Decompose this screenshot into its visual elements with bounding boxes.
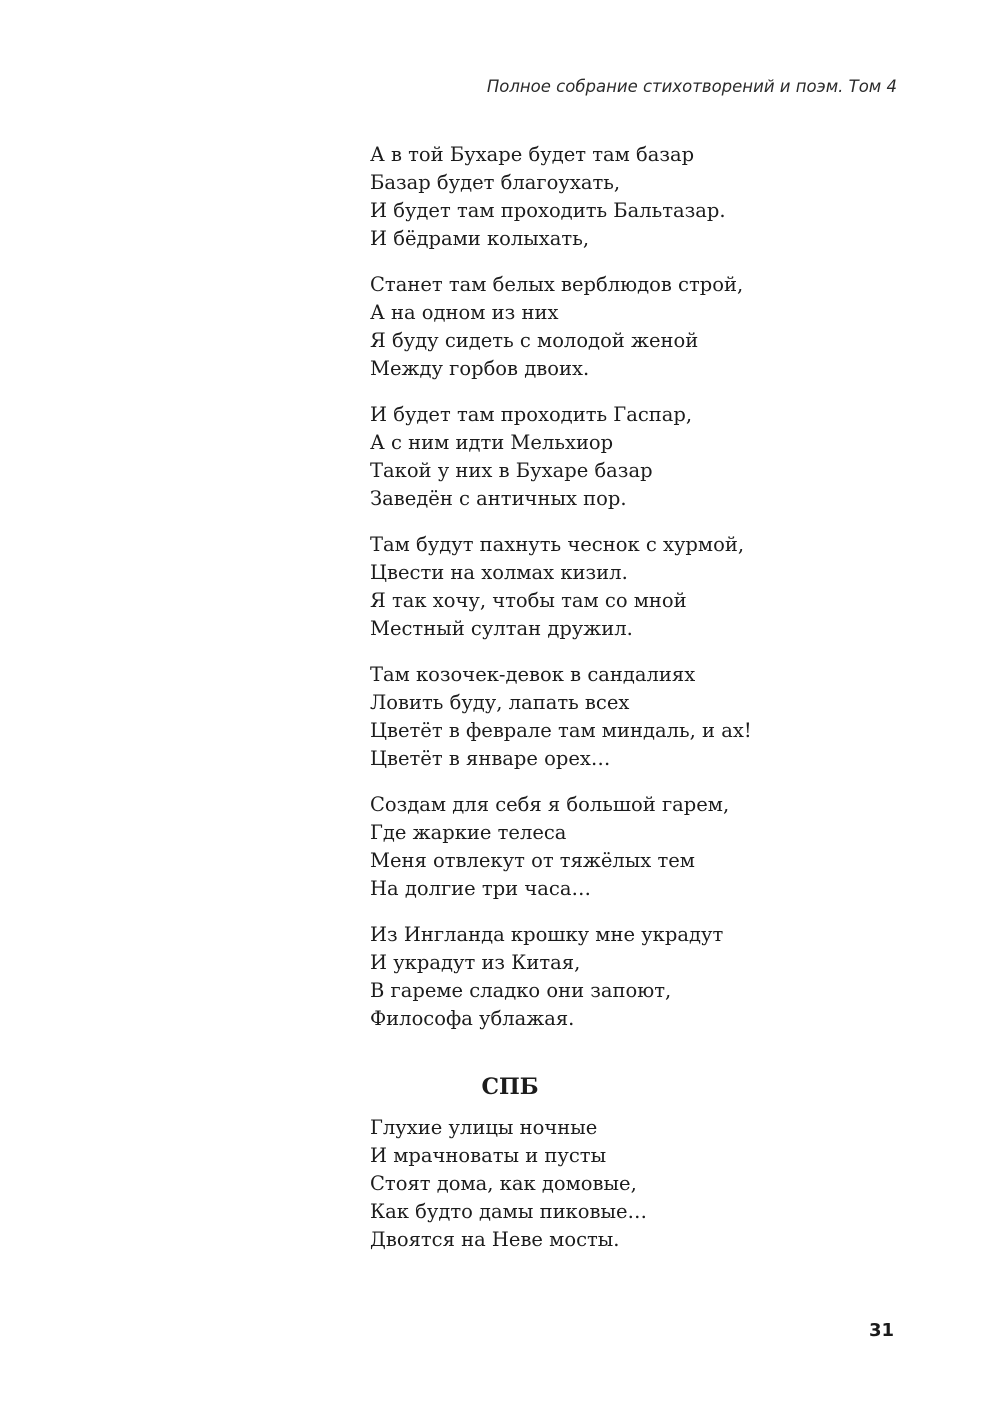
verse-line: Глухие улицы ночные [370, 1116, 598, 1139]
stanza [370, 141, 790, 253]
verse-line: Станет там белых верблюдов строй, [370, 273, 744, 296]
verse-line: Я буду сидеть с молодой женой [370, 329, 699, 352]
stanza [370, 531, 790, 643]
verse-line: И украдут из Китая, [370, 951, 581, 974]
verse-line: Заведён с античных пор. [370, 487, 627, 510]
verse-line: Философа ублажая. [370, 1007, 575, 1030]
stanza [370, 921, 790, 1033]
verse-line: Цветёт в январе орех… [370, 747, 611, 770]
stanza [370, 271, 790, 383]
verse-line: Там будут пахнуть чеснок с хурмой, [370, 533, 745, 556]
verse-line: Базар будет благоухать, [370, 171, 621, 194]
verse-line: Двоятся на Неве мосты. [370, 1228, 620, 1251]
verse-line: Из Ингланда крошку мне украдут [370, 923, 724, 946]
verse-line: Там козочек-девок в сандалиях [370, 663, 696, 686]
verse-line: Создам для себя я большой гарем, [370, 793, 730, 816]
verse-line: Цвести на холмах кизил. [370, 561, 628, 584]
verse-line: И будет там проходить Гаспар, [370, 403, 693, 426]
verse-line: Я так хочу, чтобы там со мной [370, 589, 687, 612]
page-content [370, 141, 790, 1272]
verse-line: Между горбов двоих. [370, 357, 590, 380]
page-number: 31 [868, 1320, 894, 1341]
verse-line: Цветёт в феврале там миндаль, и ах! [370, 719, 752, 742]
verse-line: В гареме сладко они запоют, [370, 979, 672, 1002]
stanza [370, 1114, 790, 1254]
poem-bukhara [370, 141, 790, 1033]
verse-line: Как будто дамы пиковые… [370, 1200, 648, 1223]
poem-title: СПБ [481, 1074, 539, 1100]
stanza [370, 661, 790, 773]
verse-line: А на одном из них [370, 301, 559, 324]
verse-line: На долгие три часа… [370, 877, 591, 900]
verse-line: А с ним идти Мельхиор [370, 431, 614, 454]
verse-line: И мрачноваты и пусты [370, 1144, 607, 1167]
poem-spb [370, 1073, 790, 1254]
verse-line: Где жаркие телеса [370, 821, 567, 844]
verse-line: Местный султан дружил. [370, 617, 633, 640]
verse-line: Такой у них в Бухаре базар [370, 459, 653, 482]
verse-line: И будет там проходить Бальтазар. [370, 199, 726, 222]
stanza [370, 791, 790, 903]
stanza [370, 401, 790, 513]
verse-line: И бёдрами колыхать, [370, 227, 590, 250]
running-header: Полное собрание стихотворений и поэм. Том 4 [486, 77, 897, 96]
verse-line: А в той Бухаре будет там базар [370, 143, 695, 166]
verse-line: Ловить буду, лапать всех [370, 691, 630, 714]
verse-line: Стоят дома, как домовые, [370, 1172, 637, 1195]
verse-line: Меня отвлекут от тяжёлых тем [370, 849, 695, 872]
